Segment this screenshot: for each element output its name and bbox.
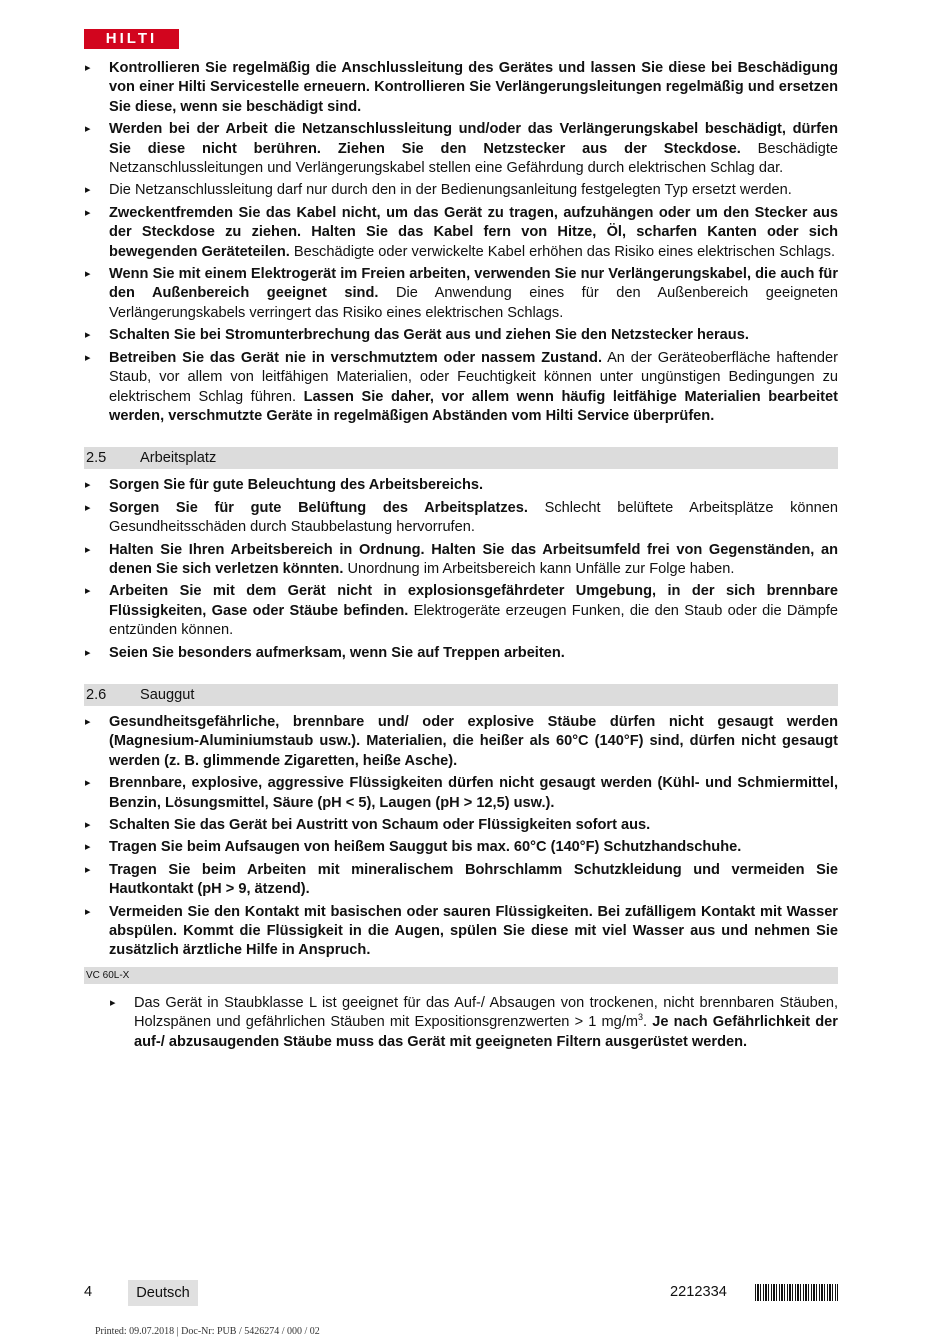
item-bold-text: Seien Sie besonders aufmerksam, wenn Sie auf Treppen arbeiten. — [109, 644, 565, 661]
list-item — [84, 326, 838, 345]
superscript: 3 — [637, 1012, 643, 1023]
bullet-list — [84, 476, 838, 663]
list-item — [84, 903, 838, 961]
list-item — [84, 861, 838, 900]
item-bold-text: Schalten Sie das Gerät bei Austritt von Schaum oder Flüssigkeiten sofort aus. — [109, 817, 651, 833]
section-header-2-6 — [84, 684, 838, 706]
item-bold-text: Werden bei der Arbeit die Netzanschlussleitung und/oder das Verlängerungskabel beschädigt, dürfen Sie diese nicht berühren. Ziehen Sie den Netzstecker aus der Steckdose. — [109, 121, 838, 157]
item-bold-text: Schalten Sie bei Stromunterbrechung das Gerät aus und ziehen Sie den Netzstecker heraus. — [109, 327, 749, 344]
model-bar: VC 60L-X — [84, 967, 838, 984]
hilti-logo: HILTI — [84, 29, 179, 49]
item-bold-text: Wenn Sie mit einem Elektrogerät im Freien arbeiten, verwenden Sie nur Verlängerungskabel, die auch für den Außenbereich geeignet sind. — [109, 266, 838, 302]
item-bold-text: Gesundheitsgefährliche, brennbare und/ oder explosive Stäube dürfen nicht gesaugt werden (Magnesium-Aluminiumstaub usw.). Materialien, die heißer als 60°C (140°F) sind, dürfen nicht gesaugt werden (z. B. glimmende Zigaretten, heiße Asche). — [109, 713, 838, 769]
list-item — [84, 476, 838, 495]
item-text: Die Anwendung eines für den Außenbereich geeigneten Verlängerungskabels verringert das Risiko eines elektrischen Schlags. — [109, 285, 838, 321]
barcode — [755, 1284, 838, 1301]
list-item — [84, 181, 838, 200]
list-item — [84, 349, 838, 427]
page-number: 4 — [84, 1284, 93, 1300]
item-bold-text: Sorgen Sie für gute Beleuchtung des Arbeitsbereichs. — [109, 477, 484, 494]
model-note-list — [84, 994, 838, 1052]
item-text: Das Gerät in Staubklasse L ist geeignet für das Auf-/ Absaugen von trockenen, nicht brennbaren Stäuben, Holzspänen und gefährlichen Stäuben mit Expositionsgrenzwerten > 1 mg/m — [134, 994, 838, 1031]
item-bold-text: Brennbare, explosive, aggressive Flüssigkeiten dürfen nicht gesaugt werden (Kühl- und Schmiermittel, Benzin, Lösungsmittel, Säure (pH < 5), Laugen (pH > 12,5) usw.). — [109, 775, 838, 811]
item-text: Die Netzanschlussleitung darf nur durch den in der Bedienungsanleitung festgelegten Typ ersetzt werden. — [109, 182, 792, 199]
list-item — [84, 713, 838, 771]
item-bold-text: Betreiben Sie das Gerät nie in verschmutztem oder nassem Zustand. — [109, 349, 603, 366]
list-item — [84, 120, 838, 178]
bullet-list — [84, 713, 838, 961]
item-text: Beschädigte oder verwickelte Kabel erhöhen das Risiko eines elektrischen Schlags. — [289, 243, 835, 260]
item-text: Beschädigte Netzanschlussleitungen und Verlängerungskabel stellen eine Gefährdung durch elektrischen Schlag dar. — [109, 140, 838, 177]
page-content — [84, 59, 838, 1055]
language-label: Deutsch — [128, 1280, 198, 1306]
list-item — [84, 644, 838, 663]
list-item — [84, 59, 838, 117]
list-item: ▸ Das Gerät in Staubklasse L ist geeignet für das Auf-/ Absaugen von trockenen, nicht brennbaren Stäuben, Holzspänen und gefährlichen Stäuben mit Expositionsgrenzwerten > 1 $mg/m^3$. Je nach Gefährlichkeit der auf-/ abzusaugenden Stäube muss das Gerät mit geeigneten Filtern ausgerüstet werden. — [109, 994, 838, 1052]
item-bold-text: Kontrollieren Sie regelmäßig die Anschlussleitung des Gerätes und lassen Sie diese bei Beschädigung von einer Hilti Servicestelle erneuern. Kontrollieren Sie Verlängerungsleitungen regelmäßig und ersetzen Sie diese, wenn sie beschädigt sind. — [109, 60, 838, 115]
list-item — [84, 838, 838, 857]
item-bold-text: Lassen Sie daher, vor allem wenn häufig leitfähige Materialien bearbeitet werden, verschmutzte Geräte in regelmäßigen Abständen vom Hilti Service überprüfen. — [109, 388, 839, 424]
item-bold-text: Tragen Sie beim Arbeiten mit mineralischem Bohrschlamm Schutzkleidung und vermeiden Sie Hautkontakt (pH > 9, ätzend). — [109, 861, 838, 898]
section-number: 2.6 — [86, 686, 107, 703]
list-item — [84, 541, 838, 580]
document-number: 2212334 — [670, 1284, 727, 1300]
list-item — [84, 816, 838, 835]
section-title: Sauggut — [140, 686, 195, 703]
print-info: Printed: 09.07.2018 | Doc-Nr: PUB / 5426274 / 000 / 02 — [95, 1326, 320, 1337]
bullet-list — [84, 59, 838, 426]
item-bold-text: Tragen Sie beim Aufsaugen von heißem Sauggut bis max. 60°C (140°F) Schutzhandschuhe. — [109, 839, 742, 856]
item-bold-text: Je nach Gefährlichkeit der auf-/ abzusaugenden Stäube muss das Gerät mit geeigneten Filtern ausgerüstet werden. — [134, 1014, 838, 1050]
item-text: Unordnung im Arbeitsbereich kann Unfälle zur Folge haben. — [343, 560, 735, 577]
item-text: Elektrogeräte erzeugen Funken, die den Staub oder die Dämpfe entzünden können. — [109, 602, 838, 639]
item-bold-text: Vermeiden Sie den Kontakt mit basischen oder sauren Flüssigkeiten. Bei zufälligem Kontakt mit Wasser abspülen. Kommt die Flüssigkeit in die Augen, spülen Sie diese mit viel Wasser aus und nehmen Sie zusätzlich ärztliche Hilfe in Anspruch. — [109, 903, 838, 959]
list-item — [84, 582, 838, 640]
section-header-2-5 — [84, 447, 838, 469]
section-number: 2.5 — [86, 450, 107, 467]
item-bold-text: Sorgen Sie für gute Belüftung des Arbeitsplatzes. — [109, 499, 528, 516]
item-bold-text: Arbeiten Sie mit dem Gerät nicht in explosionsgefährdeter Umgebung, in der sich brennbare Flüssigkeiten, Gase oder Stäube befinden. — [109, 583, 838, 619]
list-item — [84, 204, 838, 262]
section-title: Arbeitsplatz — [140, 450, 217, 467]
list-item — [84, 499, 838, 538]
item-text: Schlecht belüftete Arbeitsplätze können Gesundheitsschäden durch Staubbelastung hervorrufen. — [109, 499, 838, 536]
item-bold-text: Halten Sie Ihren Arbeitsbereich in Ordnung. Halten Sie das Arbeitsumfeld frei von Gegenständen, an denen Sie sich verletzen könnten. — [109, 541, 838, 577]
item-text: An der Geräteoberfläche haftender Staub, vor allem von leitfähigen Materialien, oder Feuchtigkeit können unter ungünstigen Bedingungen zu elektrischem Schlag führen. — [109, 349, 838, 405]
list-item — [84, 774, 838, 813]
list-item — [84, 265, 838, 323]
item-bold-text: Zweckentfremden Sie das Kabel nicht, um das Gerät zu tragen, aufzuhängen oder um den Stecker aus der Steckdose zu ziehen. Halten Sie das Kabel fern von Hitze, Öl, scharfen Kanten oder sich bewegenden Geräteteilen. — [109, 204, 838, 260]
